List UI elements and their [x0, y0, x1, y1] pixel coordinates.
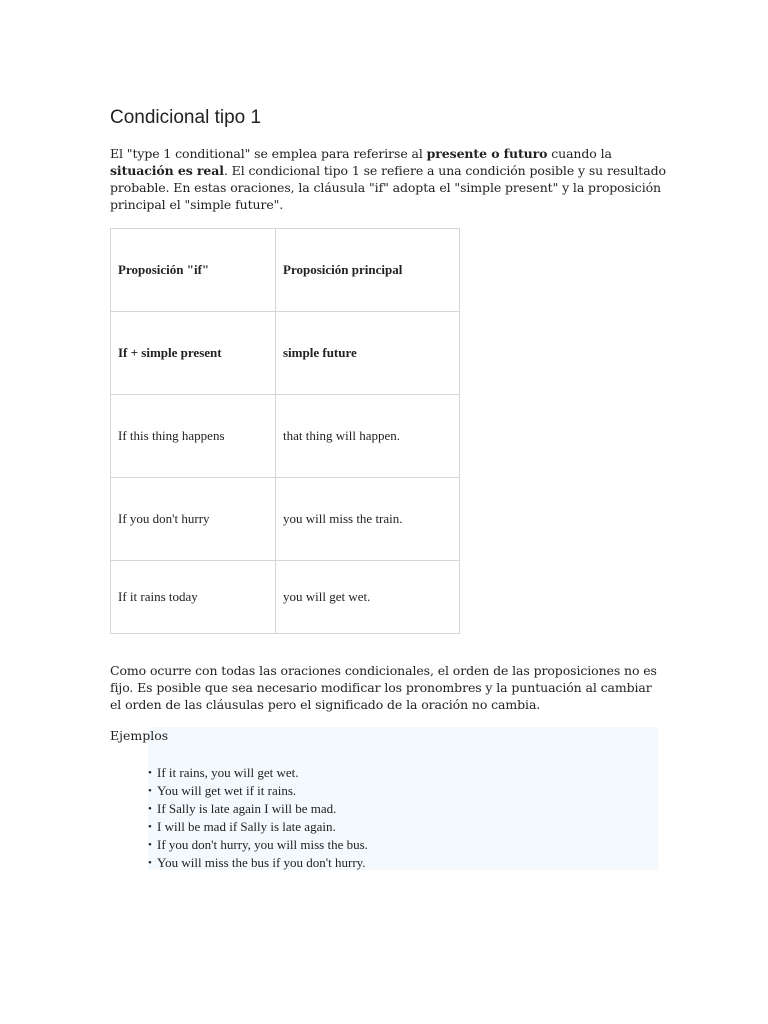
examples-list	[148, 764, 368, 872]
list-item	[148, 836, 368, 854]
table-row	[111, 478, 460, 561]
list-item-text: If you don't hurry, you will miss the bus.	[157, 837, 368, 852]
list-item-text: You will get wet if it rains.	[157, 783, 297, 798]
bullet-icon: •	[148, 785, 152, 797]
table-cell: If this thing happens	[111, 395, 276, 478]
table-formula-row	[111, 312, 460, 395]
bullet-icon: •	[148, 803, 152, 815]
list-item-text: If it rains, you will get wet.	[157, 765, 299, 780]
order-paragraph: Como ocurre con todas las oraciones condicionales, el orden de las proposiciones no es fijo. Es posible que sea necesario modificar los pronombres y la puntuación al cambiar el orden de las cláusulas pero el significado de la oración no cambia.	[110, 663, 657, 712]
list-item-text: If Sally is late again I will be mad.	[157, 801, 337, 816]
page-title: Condicional tipo 1	[110, 107, 262, 128]
list-item	[148, 818, 368, 836]
table-header-cell: Proposición "if"	[111, 229, 276, 312]
intro-bold-2: situación es real	[110, 163, 224, 178]
intro-paragraph	[110, 145, 670, 213]
bullet-icon: •	[148, 839, 152, 851]
intro-bold-1: presente o futuro	[426, 146, 548, 161]
table-row	[111, 395, 460, 478]
list-item-text: You will miss the bus if you don't hurry.	[157, 855, 366, 870]
table-row	[111, 561, 460, 634]
table-header-cell: Proposición principal	[276, 229, 460, 312]
bullet-icon: •	[148, 767, 152, 779]
table-cell: If it rains today	[111, 561, 276, 634]
table-cell: If + simple present	[111, 312, 276, 395]
list-item	[148, 800, 368, 818]
table-cell: If you don't hurry	[111, 478, 276, 561]
bullet-icon: •	[148, 821, 152, 833]
list-item-text: I will be mad if Sally is late again.	[157, 819, 336, 834]
intro-text-1: El "type 1 conditional" se emplea para referirse al	[110, 146, 427, 161]
list-item	[148, 782, 368, 800]
intro-text-2: cuando la	[547, 146, 612, 161]
bullet-icon: •	[148, 857, 152, 869]
table-cell: that thing will happen.	[276, 395, 460, 478]
list-item	[148, 854, 368, 872]
table-cell: you will get wet.	[276, 561, 460, 634]
conditional-table	[110, 228, 460, 634]
intro-text-3: . El condicional tipo 1 se refiere a una condición posible y su resultado probable. En estas oraciones, la cláusula "if" adopta el "simple present" y la proposición principal el "simple future".	[110, 163, 666, 212]
table-cell: simple future	[276, 312, 460, 395]
examples-label: Ejemplos	[110, 728, 169, 743]
table-header-row	[111, 229, 460, 312]
table-cell: you will miss the train.	[276, 478, 460, 561]
list-item	[148, 764, 368, 782]
